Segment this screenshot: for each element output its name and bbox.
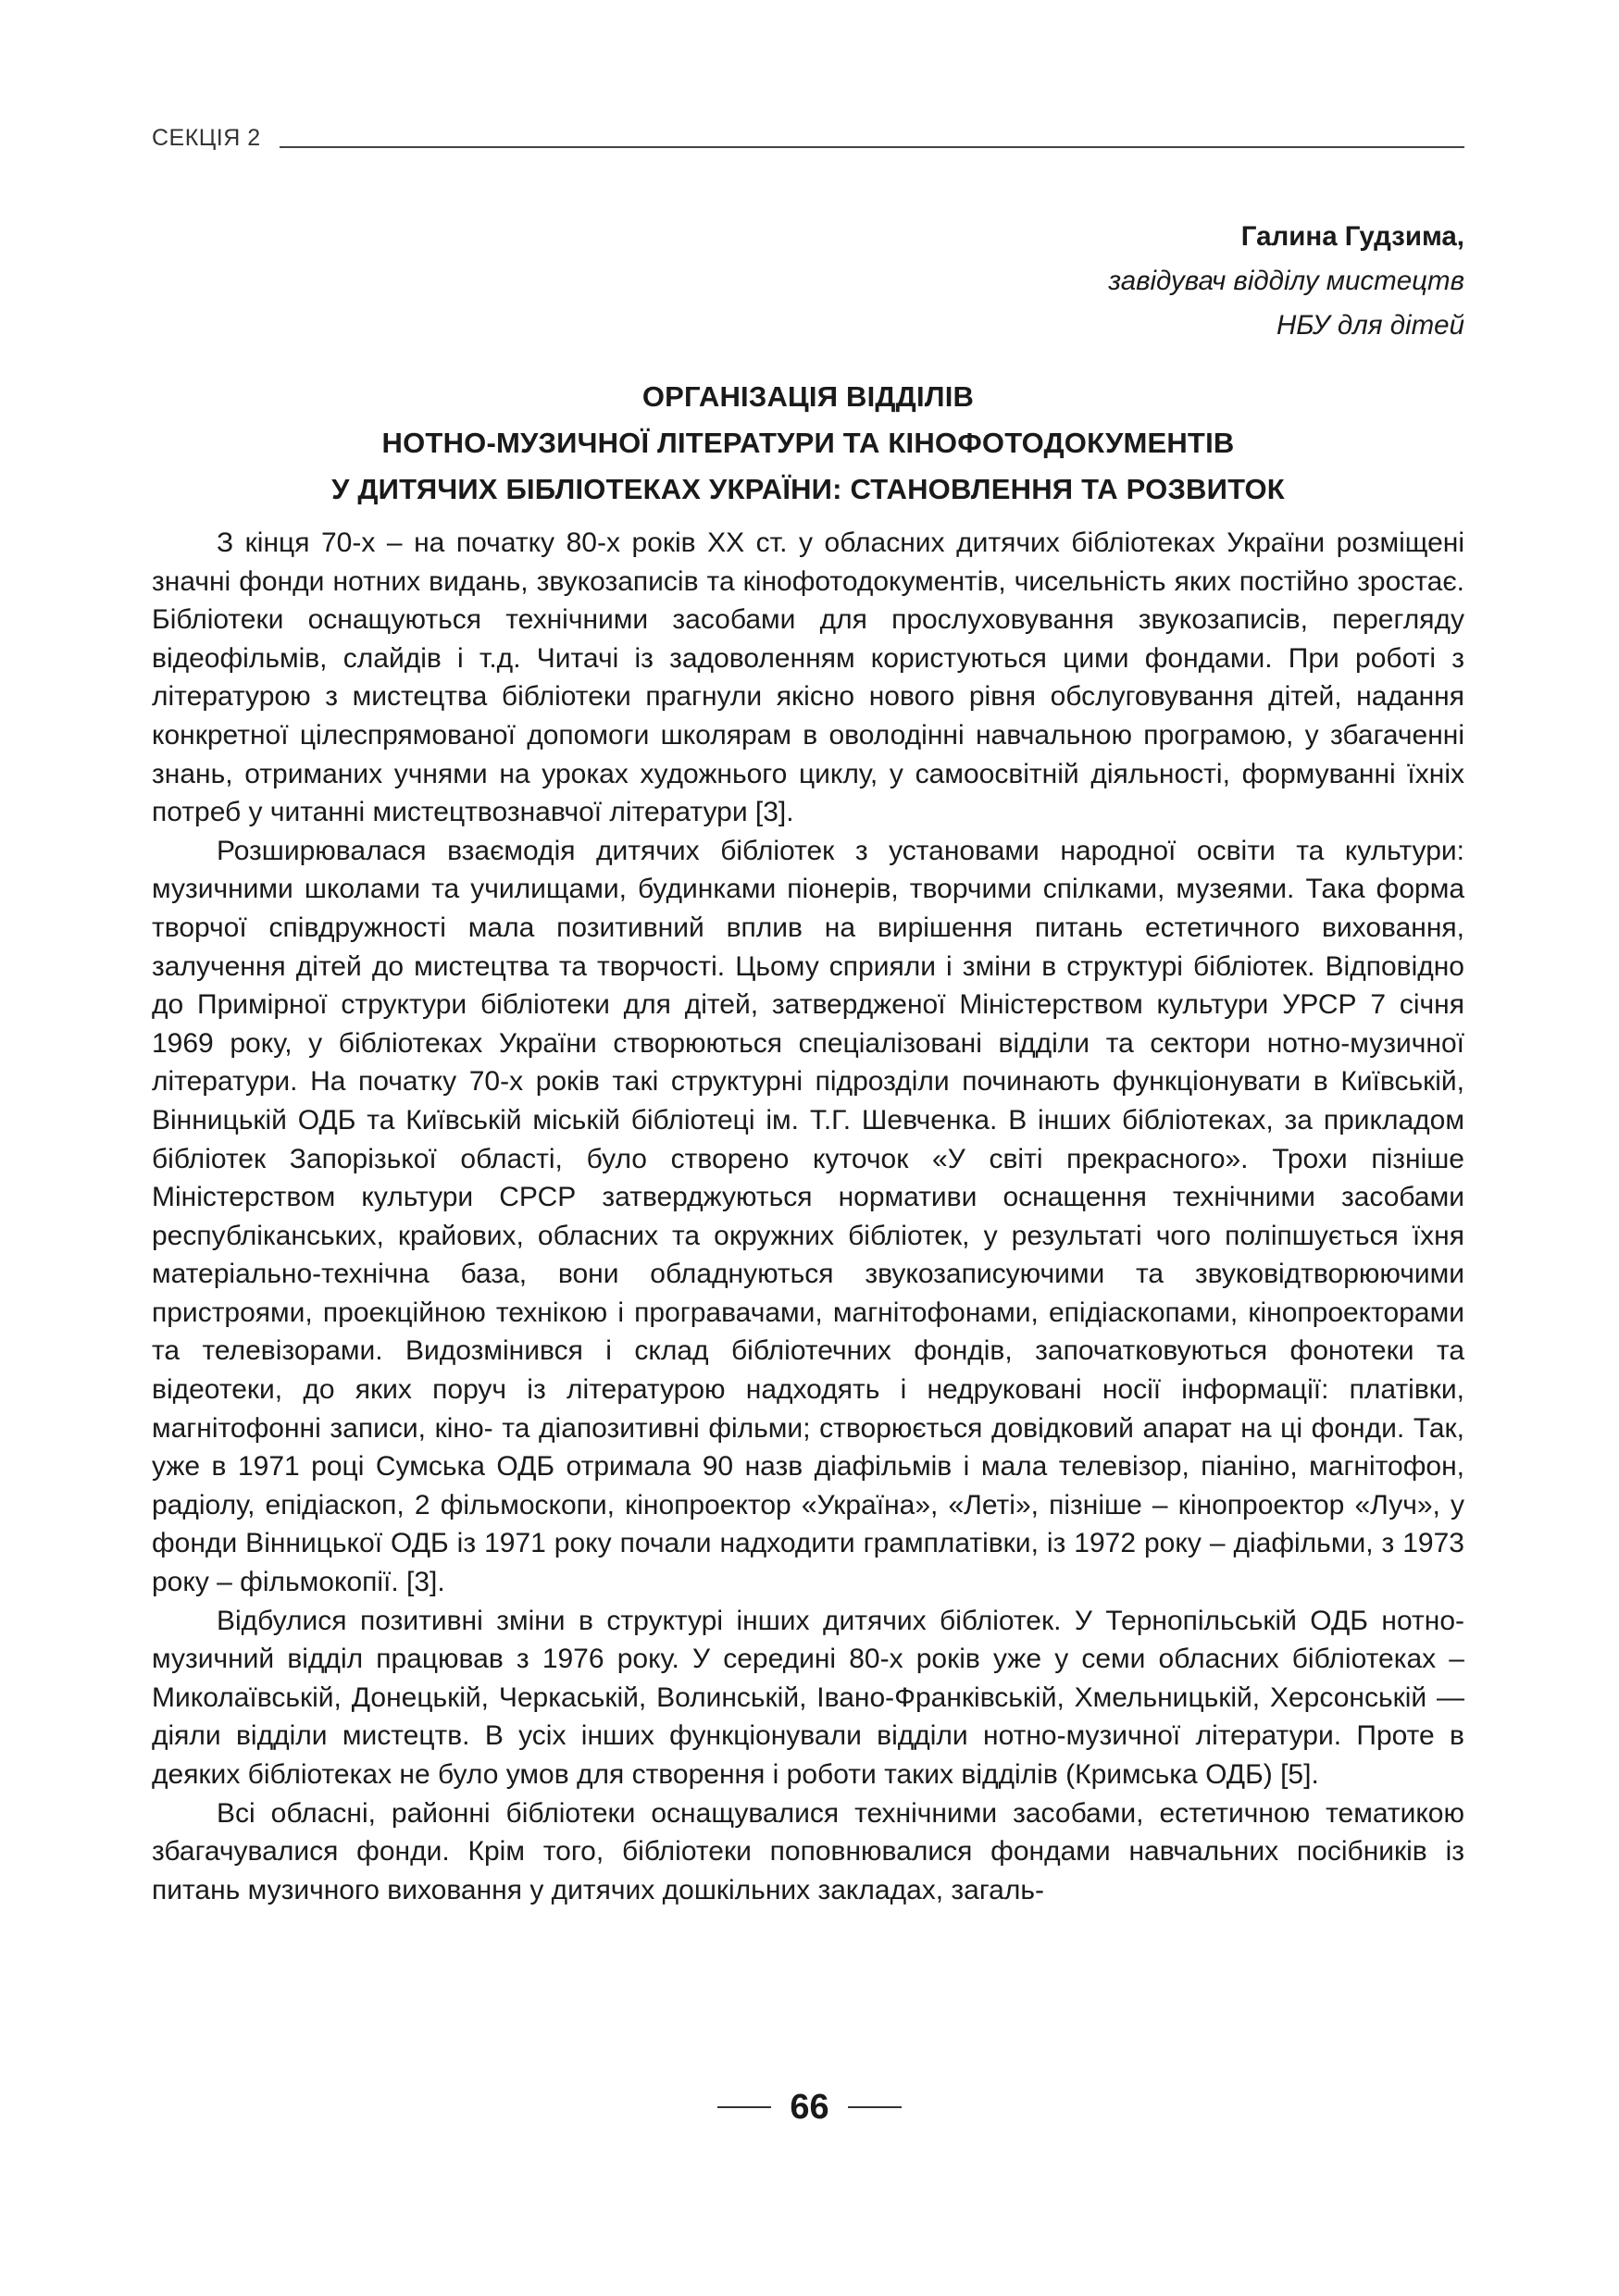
author-role-line-1: завідувач відділу мистецтв bbox=[1108, 266, 1464, 296]
page-number: 66 bbox=[790, 2088, 829, 2127]
header-rule bbox=[280, 146, 1464, 148]
page-footer bbox=[0, 2090, 1619, 2125]
title-line-1: ОРГАНІЗАЦІЯ ВІДДІЛІВ bbox=[641, 380, 975, 413]
title-line-3: У ДИТЯЧИХ БІБЛІОТЕКАХ УКРАЇНИ: СТАНОВЛЕННЯ ТА РОЗВИТОК bbox=[331, 473, 1285, 505]
running-header bbox=[152, 115, 1464, 152]
paragraph-4: Всі обласні, районні бібліотеки оснащувалися технічними засобами, естетичною тематикою збагачувалися фонди. Крім того, бібліотеки поповнювалися фондами навчальних посібників із питань музичного виховання у дитячих дошкільних закладах, загаль- bbox=[152, 1797, 1464, 1905]
author-block bbox=[1108, 215, 1464, 348]
paragraph-2: Розширювалася взаємодія дитячих бібліотек з установами народної освіти та культури: музичними школами та училищами, будинками піонерів, творчими спілками, музеями. Така форма творчої співдружності мала позитивний вплив на вирішення питань естетичного виховання, залучення дітей до мистецтва та творчості. Цьому сприяли і зміни в структурі бібліотек. Відповідно до Примірної структури бібліотеки для дітей, затвердженої Міністерством культури УРСР 7 січня 1969 року, у бібліотеках України створюються спеціалізовані відділи та сектори нотно-музичної літератури. На початку 70-х років такі структурні підрозділи починають функціонувати в Київській, Вінницькій ОДБ та Київській міській бібліотеці ім. Т.Г. Шевченка. В інших бібліотеках, за прикладом бібліотек Запорізької області, було створено куточок «У світі прекрасного». Трохи пізніше Міністерством культури СРСР затверджуються нормативи оснащення технічними засобами республіканських, крайових, обласних та окружних бібліотек, у результаті чого поліпшується їхня матеріально-технічна база, вони обладнуються звукозаписуючими та звуковідтворюючими пристроями, проекційною технікою і програвачами, магнітофонами, епідіаскопами, кінопроекторами та телевізорами. Видозмінився і склад бібліотечних фондів, започатковуються фонотеки та відеотеки, до яких поруч із літературою надходять і недруковані носії інформації: платівки, магнітофонні записи, кіно- та діапозитивні фільми; створюється довідковий апарат на ці фонди. Так, уже в 1971 році Сумська ОДБ отримала 90 назв діафільмів і мала телевізор, піаніно, магнітофон, радіолу, епідіаскоп, 2 фільмоскопи, кінопроектор «Україна», «Леті», пізніше – кінопроектор «Луч», у фонди Вінницької ОДБ із 1971 року почали надходити грамплатівки, із 1972 року – діафільми, з 1973 року – фільмокопії. [3]. bbox=[152, 835, 1464, 1598]
title-line-2: НОТНО-МУЗИЧНОЇ ЛІТЕРАТУРИ ТА КІНОФОТОДОКУМЕНТІВ bbox=[381, 427, 1235, 459]
footer-rule-right bbox=[848, 2106, 902, 2108]
article-title bbox=[152, 374, 1464, 513]
article-body bbox=[152, 524, 1464, 1909]
author-role-line-2: НБУ для дітей bbox=[1276, 310, 1464, 341]
footer-rule-left bbox=[717, 2106, 771, 2108]
paragraph-3: Відбулися позитивні зміни в структурі інших дитячих бібліотек. У Тернопільській ОДБ нотно-музичний відділ працював з 1976 року. У середині 80-х років уже у семи обласних бібліотеках – Миколаївській, Донецькій, Черкаській, Волинській, Івано-Франківській, Хмельницькій, Херсонській — діяли відділи мистецтв. В усіх інших функціонували відділи нотно-музичної літератури. Проте в деяких бібліотеках не було умов для створення і роботи таких відділів (Кримська ОДБ) [5]. bbox=[152, 1605, 1464, 1790]
paragraph-1: З кінця 70-х – на початку 80-х років XX ст. у обласних дитячих бібліотеках України розміщені значні фонди нотних видань, звукозаписів та кінофотодокументів, чисельність яких постійно зростає. Бібліотеки оснащуються технічними засобами для прослуховування звукозаписів, перегляду відеофільмів, слайдів і т.д. Читачі із задоволенням користуються цими фондами. При роботі з літературою з мистецтва бібліотеки прагнули якісно нового рівня обслуговування дітей, надання конкретної цілеспрямованої допомоги школярам в оволодінні навчальною програмою, у збагаченні знань, отриманих учнями на уроках художнього циклу, у самоосвітній діяльності, формуванні їхніх потреб у читанні мистецтвознавчої літератури [3]. bbox=[152, 527, 1464, 828]
author-name: Галина Гудзима, bbox=[1240, 221, 1464, 252]
section-label: СЕКЦІЯ 2 bbox=[152, 125, 261, 151]
